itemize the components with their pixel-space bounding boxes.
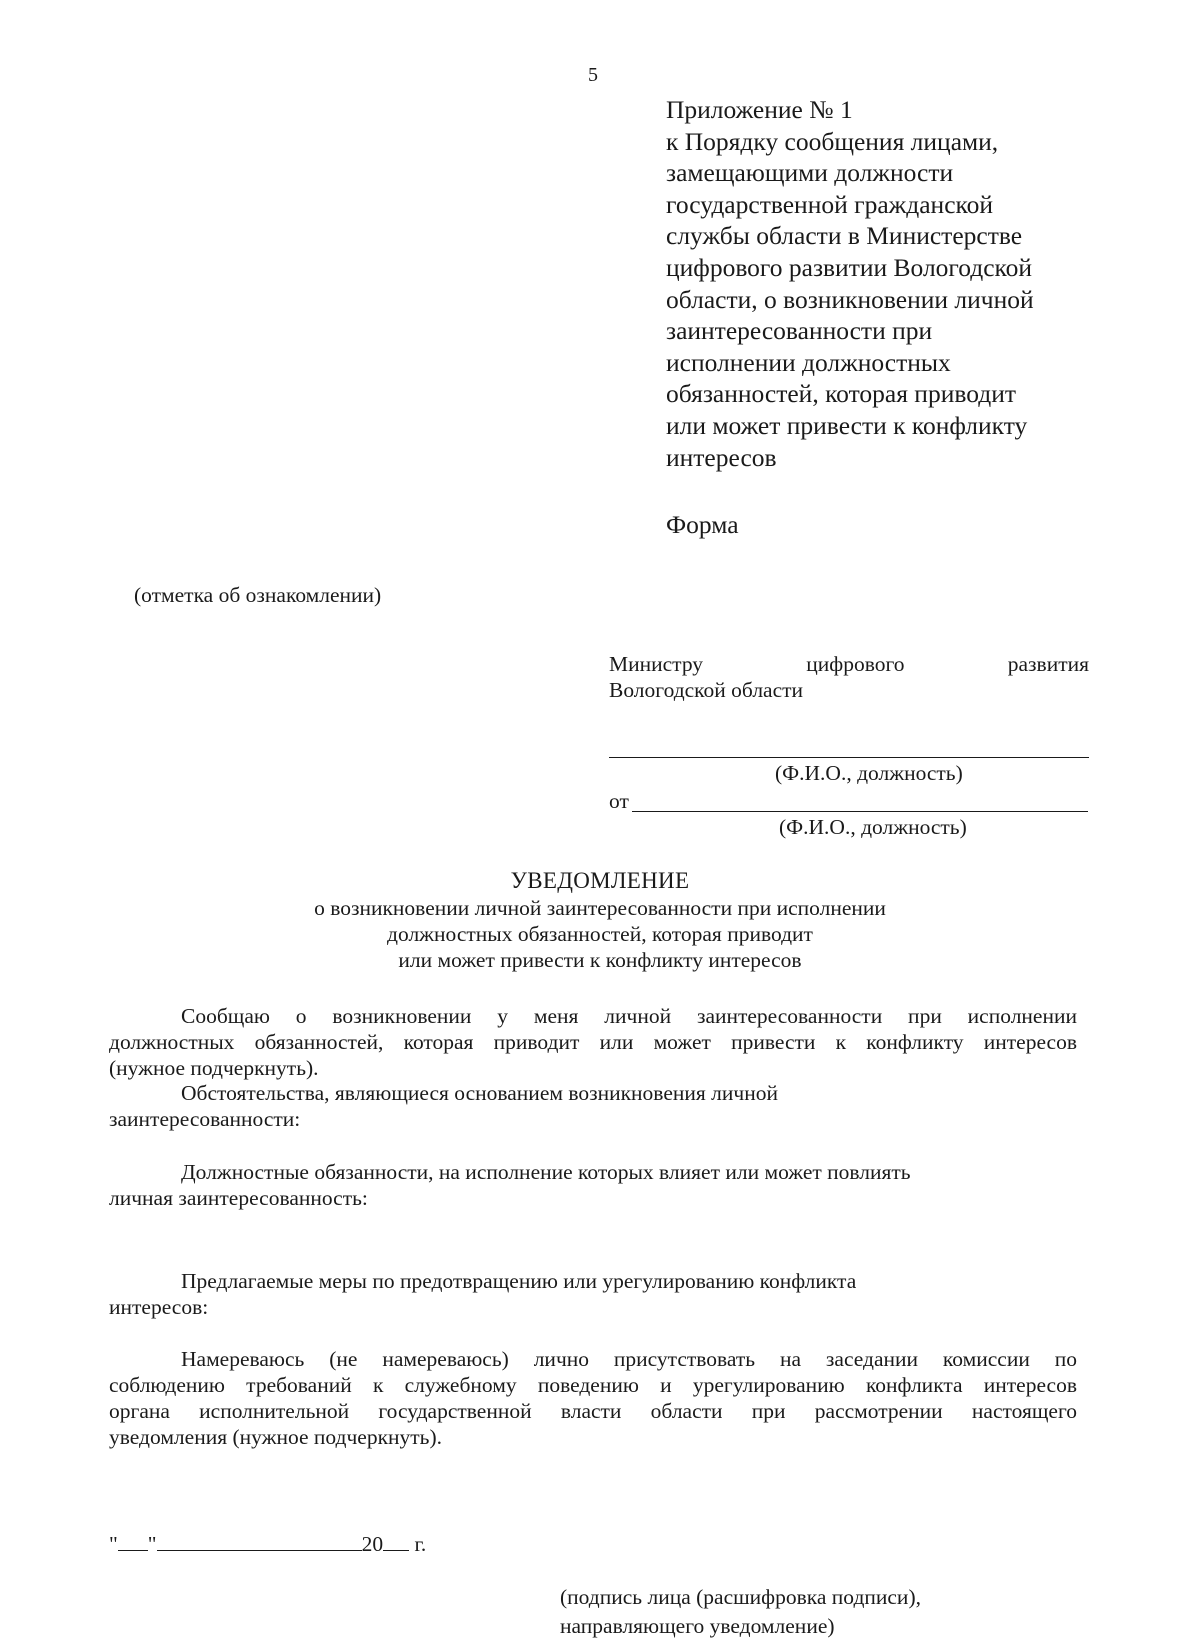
paragraph-line: органа исполнительной государственной власти области при рассмотрении настоящего — [109, 1399, 1077, 1423]
year-suffix: г. — [414, 1532, 427, 1556]
from-label: от — [609, 789, 629, 813]
day-blank — [118, 1530, 148, 1551]
addressee-word: развития — [1007, 652, 1089, 676]
year-prefix: 20 — [361, 1532, 384, 1556]
paragraph-duties — [109, 1159, 1077, 1211]
signature-caption-line: направляющего уведомление) — [560, 1614, 835, 1638]
paragraph-notification — [109, 1003, 1077, 1081]
addressee-block — [609, 651, 1089, 703]
appendix-header — [666, 94, 1106, 473]
appendix-line: Приложение № 1 — [666, 95, 853, 124]
paragraph-line: заинтересованности: — [109, 1107, 301, 1131]
appendix-line: или может привести к конфликту — [666, 410, 1028, 440]
acknowledgement-mark: (отметка об ознакомлении) — [134, 583, 382, 607]
signature-caption-line: (подпись лица (расшифровка подписи), — [560, 1585, 921, 1609]
appendix-line: к Порядку сообщения лицами, — [666, 126, 999, 156]
addressee-name-line — [609, 757, 1089, 758]
appendix-line: цифрового развитии Вологодской — [666, 252, 1033, 282]
addressee-caption: (Ф.И.О., должность) — [775, 761, 963, 785]
appendix-line: интересов — [666, 442, 777, 472]
appendix-line: службы области в Министерстве — [666, 221, 1023, 251]
date-quote-open: " — [109, 1532, 118, 1556]
paragraph-line: соблюдению требований к служебному поведению и урегулированию конфликта интересов — [109, 1373, 1077, 1397]
addressee-word: Министру — [609, 652, 704, 676]
paragraph-line: уведомления (нужное подчеркнуть). — [109, 1425, 443, 1449]
document-title — [230, 867, 970, 973]
paragraph-line: (нужное подчеркнуть). — [109, 1056, 319, 1080]
paragraph-line: Обстоятельства, являющиеся основанием возникновения личной — [181, 1081, 778, 1105]
paragraph-line: Намереваюсь (не намереваюсь) лично присутствовать на заседании комиссии по — [181, 1347, 1077, 1371]
title-subline: или может привести к конфликту интересов — [398, 948, 802, 972]
appendix-line: области, о возникновении личной — [666, 284, 1034, 314]
addressee-line-1 — [609, 651, 1089, 677]
title-main: УВЕДОМЛЕНИЕ — [510, 868, 690, 893]
title-subline: должностных обязанностей, которая приводит — [387, 922, 813, 946]
appendix-line: исполнении должностных — [666, 347, 951, 377]
paragraph-line: личная заинтересованность: — [109, 1186, 368, 1210]
form-label: Форма — [666, 510, 739, 539]
year-blank — [383, 1530, 409, 1551]
addressee-line-2: Вологодской области — [609, 678, 804, 702]
appendix-line: заинтересованности при — [666, 316, 933, 346]
month-blank — [157, 1530, 362, 1551]
date-line — [109, 1530, 426, 1557]
paragraph-line: Должностные обязанности, на исполнение которых влияет или может повлиять — [181, 1160, 911, 1184]
page-number: 5 — [588, 64, 598, 86]
addressee-word: цифрового — [806, 652, 905, 676]
paragraph-line: интересов: — [109, 1295, 209, 1319]
paragraph-measures — [109, 1268, 1077, 1320]
appendix-line: обязанностей, которая приводит — [666, 379, 1016, 409]
appendix-line: замещающими должности — [666, 158, 954, 188]
paragraph-attendance — [109, 1346, 1077, 1450]
paragraph-line: должностных обязанностей, которая приводит или может привести к конфликту интересов — [109, 1030, 1077, 1054]
paragraph-line: Сообщаю о возникновении у меня личной заинтересованности при исполнении — [181, 1004, 1077, 1028]
appendix-line: государственной гражданской — [666, 189, 994, 219]
sender-caption: (Ф.И.О., должность) — [779, 815, 967, 839]
sender-name-line — [632, 811, 1088, 812]
date-quote-close: " — [147, 1532, 157, 1556]
paragraph-line: Предлагаемые меры по предотвращению или урегулированию конфликта — [181, 1269, 857, 1293]
signature-caption — [560, 1583, 921, 1641]
paragraph-circumstances — [109, 1080, 1077, 1132]
title-subline: о возникновении личной заинтересованности при исполнении — [314, 896, 886, 920]
